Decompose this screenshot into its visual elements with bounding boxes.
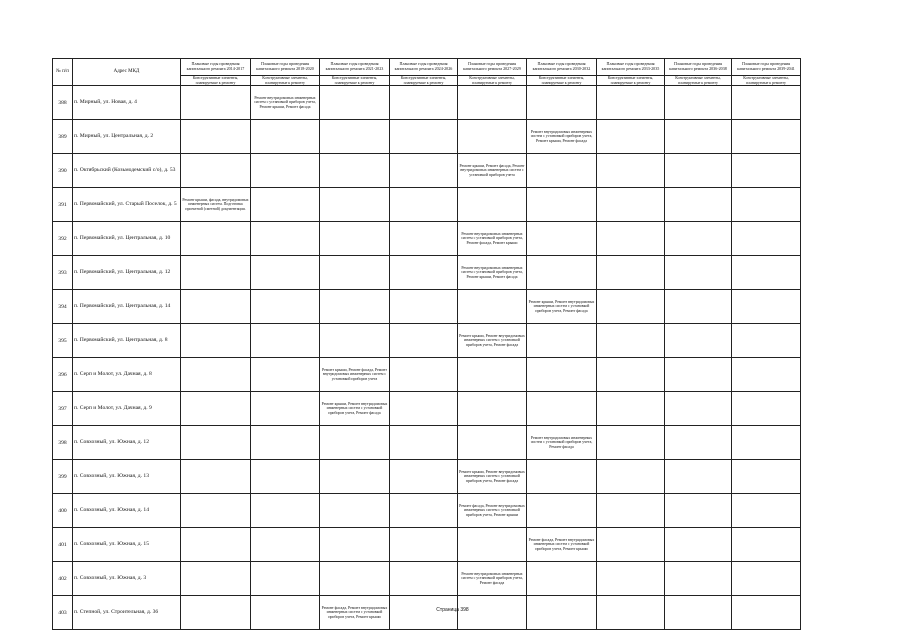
- repair-works-cell: [320, 460, 390, 494]
- repair-works-cell: [320, 222, 390, 256]
- repair-works-cell: [597, 358, 665, 392]
- repair-works-cell: Ремонт внутридомовых инженерных систем с установкой приборов учета, Ремонт крыши, Ремонт фасада: [251, 86, 320, 120]
- table-row: [53, 188, 801, 222]
- table-row: [53, 426, 801, 460]
- repair-works-cell: [527, 494, 597, 528]
- row-address: п. Совхозный, ул. Южная, д. 12: [73, 426, 181, 460]
- repair-works-cell: Ремонт крыши, Ремонт внутридомовых инженерных систем с установкой приборов учета, Ремонт фасада: [527, 290, 597, 324]
- row-number: 388: [53, 86, 73, 120]
- repair-works-cell: Ремонт крыши, Ремонт фасада, Ремонт внутридомовых инженерных систем с установкой приборов учета: [320, 358, 390, 392]
- repair-works-cell: [251, 460, 320, 494]
- capital-repair-table-sheet: [52, 58, 801, 630]
- repair-works-cell: [181, 562, 251, 596]
- row-number: 392: [53, 222, 73, 256]
- repair-works-cell: [458, 528, 527, 562]
- row-number: 396: [53, 358, 73, 392]
- header-period: Плановые годы проведения капитального ремонта 2014-2017: [181, 59, 251, 76]
- repair-works-cell: [527, 324, 597, 358]
- repair-works-cell: [390, 562, 458, 596]
- repair-works-cell: Ремонт крыши, Ремонт внутридомовых инженерных систем с установкой приборов учета, Ремонт фасада: [458, 460, 527, 494]
- repair-works-cell: [251, 188, 320, 222]
- repair-works-cell: [458, 188, 527, 222]
- subheader-cell: Конструктивные элементы, планируемые к ремонту: [732, 76, 801, 86]
- repair-works-cell: [390, 324, 458, 358]
- repair-works-cell: [527, 460, 597, 494]
- repair-works-cell: [390, 426, 458, 460]
- repair-works-cell: [732, 256, 801, 290]
- subheader-cell: Конструктивные элементы, планируемые к ремонту: [320, 76, 390, 86]
- row-address: п. Степной, ул. Строительная, д. 36: [73, 596, 181, 630]
- repair-schedule-table: [52, 58, 801, 630]
- repair-works-cell: [251, 426, 320, 460]
- row-address: п. Серп и Молот, ул. Дачная, д. 8: [73, 358, 181, 392]
- repair-works-cell: [181, 426, 251, 460]
- repair-works-cell: [665, 426, 732, 460]
- table-row: [53, 86, 801, 120]
- repair-works-cell: Ремонт внутридомовых инженерных систем с установкой приборов учета, Ремонт фасада, Ремонт крыши: [458, 222, 527, 256]
- row-number: 394: [53, 290, 73, 324]
- repair-works-cell: [527, 562, 597, 596]
- table-row: [53, 222, 801, 256]
- header-period: Плановые годы проведения капитального ремонта 2021-2023: [320, 59, 390, 76]
- page-number: Страница 398: [436, 607, 469, 613]
- repair-works-cell: [251, 562, 320, 596]
- repair-works-cell: Ремонт крыши, фасада, внутридомовых инженерных систем. Подготовка проектной (сметной) документации.: [181, 188, 251, 222]
- repair-works-cell: [390, 256, 458, 290]
- repair-works-cell: Ремонт внутридомовых инженерных систем с установкой приборов учета, Ремонт крыши, Ремонт фасада: [458, 256, 527, 290]
- repair-works-cell: [458, 120, 527, 154]
- repair-works-cell: [732, 460, 801, 494]
- repair-works-cell: [665, 86, 732, 120]
- repair-works-cell: [181, 358, 251, 392]
- table-row: [53, 392, 801, 426]
- repair-works-cell: [251, 324, 320, 358]
- repair-works-cell: [665, 188, 732, 222]
- repair-works-cell: [320, 528, 390, 562]
- repair-works-cell: [390, 222, 458, 256]
- repair-works-cell: [665, 562, 732, 596]
- row-address: п. Совхозный, ул. Южная, д. 13: [73, 460, 181, 494]
- row-number: 390: [53, 154, 73, 188]
- repair-works-cell: [320, 120, 390, 154]
- repair-works-cell: [597, 494, 665, 528]
- repair-works-cell: [665, 494, 732, 528]
- repair-works-cell: [597, 86, 665, 120]
- repair-works-cell: [458, 392, 527, 426]
- repair-works-cell: [251, 358, 320, 392]
- repair-works-cell: [390, 494, 458, 528]
- subheader-cell: Конструктивные элементы, планируемые к ремонту: [597, 76, 665, 86]
- header-address: Адрес МКД: [73, 59, 181, 86]
- row-address: п. Совхозный, ул. Южная, д. 14: [73, 494, 181, 528]
- repair-works-cell: [390, 188, 458, 222]
- table-row: [53, 154, 801, 188]
- repair-works-cell: [527, 392, 597, 426]
- row-address: п. Октябрьский (Козьмодемский с/о), д. 53: [73, 154, 181, 188]
- repair-works-cell: [181, 86, 251, 120]
- repair-works-cell: [320, 154, 390, 188]
- table-row: [53, 562, 801, 596]
- repair-works-cell: [527, 222, 597, 256]
- repair-works-cell: [732, 86, 801, 120]
- subheader-cell: Конструктивные элементы, планируемые к ремонту: [665, 76, 732, 86]
- table-body: [53, 86, 801, 630]
- repair-works-cell: Ремонт фасада, Ремонт внутридомовых инженерных систем с установкой приборов учета, Ремонт крыши: [527, 528, 597, 562]
- repair-works-cell: [181, 494, 251, 528]
- repair-works-cell: [390, 460, 458, 494]
- row-number: 401: [53, 528, 73, 562]
- repair-works-cell: [320, 494, 390, 528]
- subheader-cell: Конструктивные элементы, планируемые к ремонту: [527, 76, 597, 86]
- repair-works-cell: [732, 222, 801, 256]
- repair-works-cell: [665, 358, 732, 392]
- repair-works-cell: [665, 222, 732, 256]
- repair-works-cell: [320, 86, 390, 120]
- row-address: п. Совхозный, ул. Южная, д. 15: [73, 528, 181, 562]
- repair-works-cell: [732, 188, 801, 222]
- table-row: [53, 460, 801, 494]
- repair-works-cell: [597, 188, 665, 222]
- table-row: [53, 120, 801, 154]
- header-period: Плановые годы проведения капитального ремонта 2033-2035: [597, 59, 665, 76]
- repair-works-cell: [251, 528, 320, 562]
- repair-works-cell: [458, 86, 527, 120]
- repair-works-cell: [390, 86, 458, 120]
- row-number: 389: [53, 120, 73, 154]
- repair-works-cell: Ремонт крыши, Ремонт внутридомовых инженерных систем с установкой приборов учета, Ремонт фасада: [458, 324, 527, 358]
- repair-works-cell: [181, 154, 251, 188]
- repair-works-cell: [732, 120, 801, 154]
- repair-works-cell: [181, 120, 251, 154]
- repair-works-cell: [527, 256, 597, 290]
- repair-works-cell: Ремонт фасада, Ремонт внутридомовых инженерных систем с установкой приборов учета, Ремонт крыши: [320, 596, 390, 630]
- subheader-cell: Конструктивные элементы, планируемые к ремонту: [181, 76, 251, 86]
- row-address: п. Первомайский, ул. Старый Поселок, д. 5: [73, 188, 181, 222]
- row-number: 391: [53, 188, 73, 222]
- repair-works-cell: Ремонт крыши, Ремонт фасада, Ремонт внутридомовых инженерных систем с установкой приборов учета: [458, 154, 527, 188]
- repair-works-cell: [665, 460, 732, 494]
- repair-works-cell: [665, 154, 732, 188]
- row-number: 393: [53, 256, 73, 290]
- repair-works-cell: [320, 426, 390, 460]
- repair-works-cell: [390, 290, 458, 324]
- subheader-cell: Конструктивные элементы, планируемые к ремонту: [458, 76, 527, 86]
- repair-works-cell: [527, 358, 597, 392]
- header-period: Плановые годы проведения капитального ремонта 2024-2026: [390, 59, 458, 76]
- repair-works-cell: [320, 188, 390, 222]
- table-row: [53, 324, 801, 358]
- repair-works-cell: [732, 392, 801, 426]
- row-address: п. Первомайский, ул. Центральная, д. 8: [73, 324, 181, 358]
- repair-works-cell: [597, 392, 665, 426]
- repair-works-cell: [732, 358, 801, 392]
- repair-works-cell: Ремонт крыши, Ремонт внутридомовых инженерных систем с установкой приборов учета, Ремонт фасада: [320, 392, 390, 426]
- row-number: 400: [53, 494, 73, 528]
- repair-works-cell: [320, 324, 390, 358]
- repair-works-cell: [665, 392, 732, 426]
- repair-works-cell: [597, 256, 665, 290]
- repair-works-cell: [597, 120, 665, 154]
- row-address: п. Серп и Молот, ул. Дачная, д. 9: [73, 392, 181, 426]
- row-number: 403: [53, 596, 73, 630]
- repair-works-cell: [597, 426, 665, 460]
- repair-works-cell: [251, 290, 320, 324]
- repair-works-cell: [732, 528, 801, 562]
- repair-works-cell: [181, 392, 251, 426]
- repair-works-cell: [597, 222, 665, 256]
- repair-works-cell: [181, 528, 251, 562]
- repair-works-cell: [732, 290, 801, 324]
- repair-works-cell: [665, 120, 732, 154]
- repair-works-cell: Ремонт фасада, Ремонт внутридомовых инженерных систем с установкой приборов учета, Ремонт крыши: [458, 494, 527, 528]
- repair-works-cell: [527, 86, 597, 120]
- repair-works-cell: [665, 528, 732, 562]
- row-address: п. Мирный, ул. Новая, д. 4: [73, 86, 181, 120]
- repair-works-cell: [251, 120, 320, 154]
- repair-works-cell: [458, 426, 527, 460]
- repair-works-cell: [458, 290, 527, 324]
- header-period: Плановые годы проведения капитального ремонта 2039-2041: [732, 59, 801, 76]
- repair-works-cell: [732, 154, 801, 188]
- row-number: 395: [53, 324, 73, 358]
- table-row: [53, 528, 801, 562]
- repair-works-cell: [732, 324, 801, 358]
- repair-works-cell: [597, 562, 665, 596]
- row-number: 398: [53, 426, 73, 460]
- row-address: п. Мирный, ул. Центральная, д. 2: [73, 120, 181, 154]
- repair-works-cell: [251, 222, 320, 256]
- row-address: п. Первомайский, ул. Центральная, д. 14: [73, 290, 181, 324]
- repair-works-cell: [390, 154, 458, 188]
- header-num: № п/п: [53, 59, 73, 86]
- row-number: 402: [53, 562, 73, 596]
- repair-works-cell: [665, 324, 732, 358]
- header-period: Плановые годы проведения капитального ремонта 2036-2038: [665, 59, 732, 76]
- repair-works-cell: [251, 256, 320, 290]
- repair-works-cell: Ремонт внутридомовых инженерных систем с установкой приборов учета, Ремонт фасада: [458, 562, 527, 596]
- header-row: [53, 59, 801, 76]
- repair-works-cell: [181, 222, 251, 256]
- repair-works-cell: [732, 562, 801, 596]
- repair-works-cell: [390, 120, 458, 154]
- repair-works-cell: [527, 154, 597, 188]
- repair-works-cell: [527, 188, 597, 222]
- repair-works-cell: [320, 256, 390, 290]
- header-period: Плановые годы проведения капитального ремонта 2018-2020: [251, 59, 320, 76]
- repair-works-cell: [181, 256, 251, 290]
- repair-works-cell: [320, 290, 390, 324]
- repair-works-cell: [597, 290, 665, 324]
- table-row: [53, 256, 801, 290]
- repair-works-cell: [458, 358, 527, 392]
- repair-works-cell: Ремонт внутридомовых инженерных систем с установкой приборов учета, Ремонт крыши, Ремонт фасада: [527, 120, 597, 154]
- row-address: п. Совхозный, ул. Южная, д. 3: [73, 562, 181, 596]
- repair-works-cell: [732, 426, 801, 460]
- repair-works-cell: [390, 528, 458, 562]
- row-address: п. Первомайский, ул. Центральная, д. 12: [73, 256, 181, 290]
- repair-works-cell: [181, 460, 251, 494]
- header-period: Плановые годы проведения капитального ремонта 2030-2032: [527, 59, 597, 76]
- repair-works-cell: [665, 290, 732, 324]
- subheader-cell: Конструктивные элементы, планируемые к ремонту: [251, 76, 320, 86]
- repair-works-cell: [390, 358, 458, 392]
- row-number: 397: [53, 392, 73, 426]
- repair-works-cell: [181, 324, 251, 358]
- repair-works-cell: [251, 392, 320, 426]
- repair-works-cell: [181, 290, 251, 324]
- repair-works-cell: [732, 494, 801, 528]
- repair-works-cell: [597, 460, 665, 494]
- repair-works-cell: [320, 562, 390, 596]
- repair-works-cell: [597, 324, 665, 358]
- header-period: Плановые годы проведения капитального ремонта 2027-2029: [458, 59, 527, 76]
- repair-works-cell: [390, 392, 458, 426]
- repair-works-cell: [251, 154, 320, 188]
- repair-works-cell: [665, 256, 732, 290]
- repair-works-cell: [251, 494, 320, 528]
- table-row: [53, 290, 801, 324]
- repair-works-cell: [597, 154, 665, 188]
- table-row: [53, 494, 801, 528]
- row-number: 399: [53, 460, 73, 494]
- row-address: п. Первомайский, ул. Центральная, д. 10: [73, 222, 181, 256]
- subheader-cell: Конструктивные элементы, планируемые к ремонту: [390, 76, 458, 86]
- table-row: [53, 358, 801, 392]
- repair-works-cell: [597, 528, 665, 562]
- repair-works-cell: Ремонт внутридомовых инженерных систем с установкой приборов учета, Ремонт фасада: [527, 426, 597, 460]
